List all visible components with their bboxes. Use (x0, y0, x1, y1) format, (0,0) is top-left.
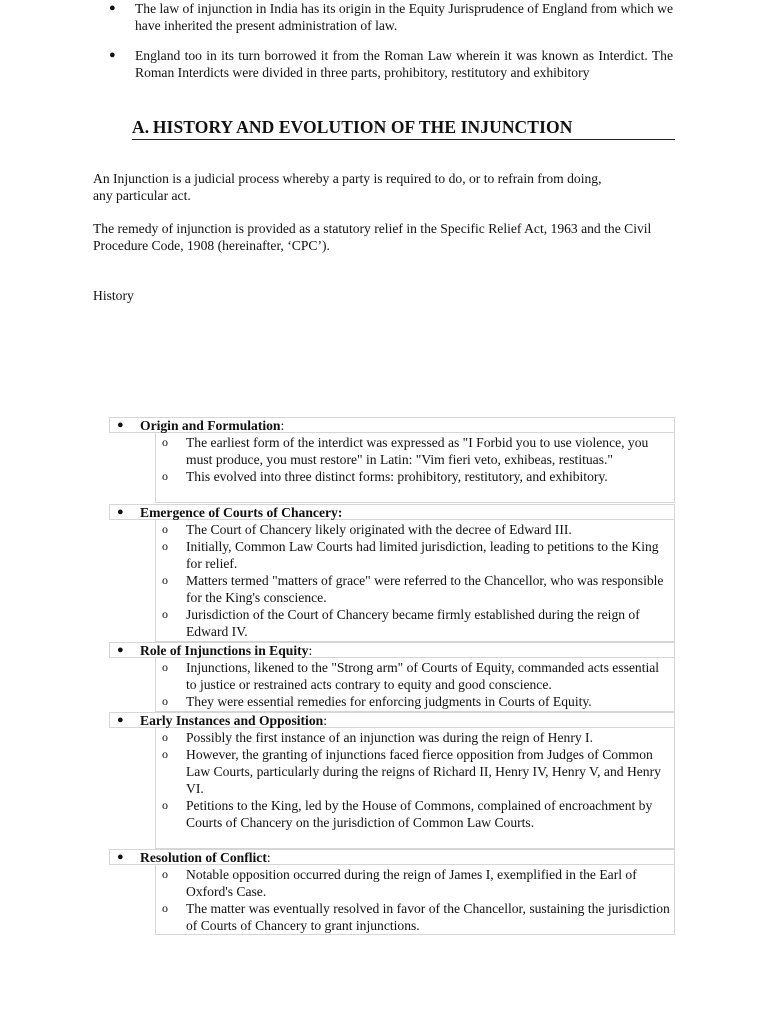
section-heading-chancery (109, 504, 675, 520)
section-heading-colon: : (337, 505, 343, 520)
history-label: History (93, 288, 134, 303)
circle-bullet-icon: o (162, 901, 168, 915)
list-item-text: The Court of Chancery likely originated with the decree of Edward III. (186, 522, 572, 537)
circle-bullet-icon: o (162, 660, 168, 674)
bullet-icon: ● (117, 419, 124, 431)
circle-bullet-icon: o (162, 607, 168, 621)
list-item (156, 468, 674, 485)
list-item-text: Matters termed "matters of grace" were referred to the Chancellor, who was responsible for the King's conscience. (186, 573, 664, 605)
list-item (156, 797, 674, 831)
circle-bullet-icon: o (162, 747, 168, 761)
list-item-text: However, the granting of injunctions faced fierce opposition from Judges of Common Law Courts, particularly during the reigns of Richard II, Henry IV, Henry V, and Henry VI. (186, 747, 661, 796)
list-item (156, 572, 674, 606)
list-item (156, 434, 674, 468)
page-title: A. HISTORY AND EVOLUTION OF THE INJUNCTION (132, 117, 573, 137)
intro-paragraph-1: An Injunction is a judicial process whereby a party is required to do, or to refrain from doing, any particular act. (93, 171, 602, 203)
list-item-text: Possibly the first instance of an injunction was during the reign of Henry I. (186, 730, 593, 745)
list-item (156, 693, 674, 710)
list-item (156, 606, 674, 640)
intro-paragraph-2: The remedy of injunction is provided as a statutory relief in the Specific Relief Act, 1963 and the Civil Procedure Code, 1908 (hereinafter, ‘CPC’). (93, 221, 652, 253)
section-heading-colon: : (323, 713, 327, 728)
section-heading-resolution (109, 849, 675, 865)
section-list-early-instances (155, 728, 675, 849)
bullet-icon: ● (109, 2, 116, 14)
bullet-text: The law of injunction in India has its origin in the Equity Jurisprudence of England from which we have inherited the present administration of law. (135, 1, 673, 33)
list-item-text: Initially, Common Law Courts had limited jurisdiction, leading to petitions to the King for relief. (186, 539, 659, 571)
list-item-text: They were essential remedies for enforcing judgments in Courts of Equity. (186, 694, 592, 709)
circle-bullet-icon: o (162, 694, 168, 708)
list-item-text: Jurisdiction of the Court of Chancery became firmly established during the reign of Edward IV. (186, 607, 640, 639)
list-item-text: The earliest form of the interdict was expressed as "I Forbid you to use violence, you must produce, you must restore" in Latin: "Vim fieri veto, exhibeas, restituas." (186, 435, 649, 467)
section-heading-early-instances (109, 712, 675, 728)
list-item-text: This evolved into three distinct forms: prohibitory, restitutory, and exhibitory. (186, 469, 608, 484)
section-heading-label: Emergence of Courts of Chancery (140, 505, 338, 520)
circle-bullet-icon: o (162, 469, 168, 483)
circle-bullet-icon: o (162, 539, 168, 553)
bullet-icon: ● (117, 644, 124, 656)
list-item-text: Notable opposition occurred during the reign of James I, exemplified in the Earl of Oxford's Case. (186, 867, 637, 899)
circle-bullet-icon: o (162, 435, 168, 449)
section-heading-label: Origin and Formulation (140, 418, 281, 433)
list-item (156, 521, 674, 538)
list-item-text: The matter was eventually resolved in favor of the Chancellor, sustaining the jurisdiction of Courts of Chancery to grant injunctions. (186, 901, 670, 933)
section-heading-label: Role of Injunctions in Equity (140, 643, 309, 658)
section-heading-origin (109, 417, 675, 433)
circle-bullet-icon: o (162, 522, 168, 536)
section-list-origin (155, 433, 675, 503)
section-list-resolution (155, 865, 675, 935)
bullet-icon: ● (117, 851, 124, 863)
list-item (156, 900, 674, 934)
section-heading-role (109, 642, 675, 658)
circle-bullet-icon: o (162, 573, 168, 587)
section-heading-label: Resolution of Conflict (140, 850, 267, 865)
section-heading-colon: : (308, 643, 313, 658)
section-heading-colon: : (280, 418, 285, 433)
bullet-icon: ● (109, 49, 116, 61)
section-heading-label: Early Instances and Opposition (140, 713, 324, 728)
list-item (156, 729, 674, 746)
circle-bullet-icon: o (162, 730, 168, 744)
circle-bullet-icon: o (162, 867, 168, 881)
bullet-icon: ● (117, 714, 124, 726)
list-item (156, 659, 674, 693)
title-underline (132, 139, 675, 140)
bullet-icon: ● (117, 506, 124, 518)
bullet-text: England too in its turn borrowed it from the Roman Law wherein it was known as Interdict. The Roman Interdicts were divided in three parts, prohibitory, restitutory and exhibitory (135, 48, 673, 80)
section-heading-colon: : (266, 850, 271, 865)
circle-bullet-icon: o (162, 798, 168, 812)
list-item (156, 746, 674, 797)
list-item-text: Petitions to the King, led by the House of Commons, complained of encroachment by Courts of Chancery on the jurisdiction of Common Law Courts. (186, 798, 653, 830)
section-list-role (155, 658, 675, 712)
section-list-chancery (155, 520, 675, 642)
list-item (156, 538, 674, 572)
list-item-text: Injunctions, likened to the "Strong arm" of Courts of Equity, commanded acts essential to justice or restrained acts contrary to equity and good conscience. (186, 660, 660, 692)
list-item (156, 866, 674, 900)
